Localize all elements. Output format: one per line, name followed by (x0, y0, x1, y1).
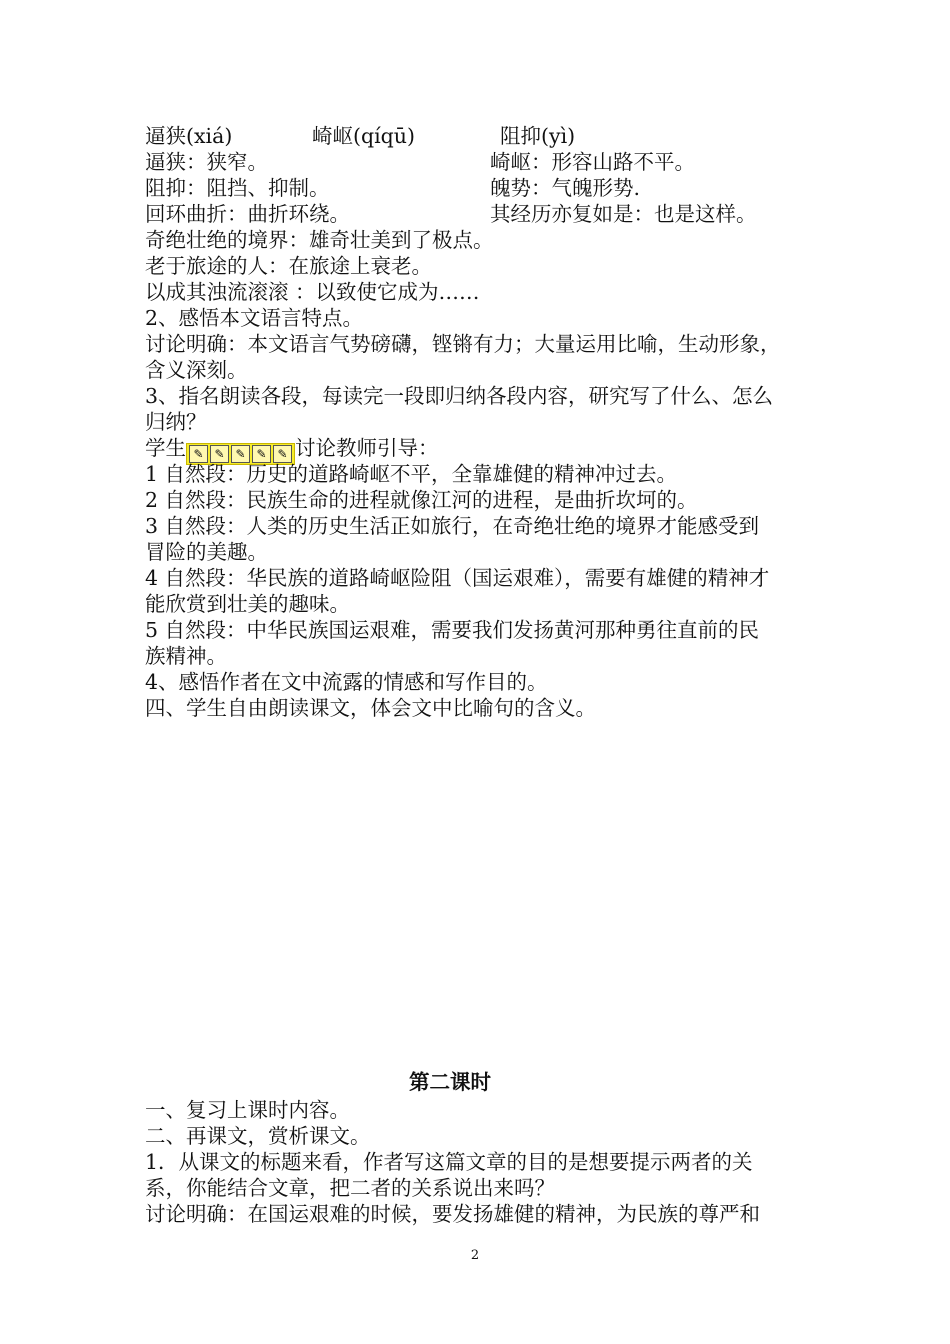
student-line-suffix: 讨论教师引导： (295, 436, 439, 460)
definition-line: 崎岖：形容山路不平。 (490, 150, 695, 174)
text-line: 讨论明确：在国运艰难的时候，要发扬雄健的精神，为民族的尊严和 (145, 1202, 760, 1226)
definition-line: 阻抑：阻挡、抑制。 (145, 176, 330, 200)
text-line: 以成其浊流滚滚 ：以致使它成为…… (145, 280, 480, 304)
vocab-item: 阻抑(yì) (500, 124, 576, 148)
text-line: 系，你能结合文章，把二者的关系说出来吗？ (145, 1176, 555, 1200)
page-number: 2 (470, 1248, 480, 1263)
text-line: 一、复习上课时内容。 (145, 1098, 350, 1122)
paragraph-summary: 5 自然段：中华民族国运艰难，需要我们发扬黄河那种勇往直前的民 (145, 618, 760, 642)
text-line: 3、指名朗读各段，每读完一段即归纳各段内容，研究写了什么、怎么 (145, 384, 774, 408)
pencil-icon: ✎ (231, 445, 250, 463)
text-line: 奇绝壮绝的境界：雄奇壮美到了极点。 (145, 228, 494, 252)
text-line: 4、感悟作者在文中流露的情感和写作目的。 (145, 670, 548, 694)
paragraph-summary: 1 自然段：历史的道路崎岖不平，全靠雄健的精神冲过去。 (145, 462, 678, 486)
definition-line: 其经历亦复如是：也是这样。 (490, 202, 757, 226)
paragraph-summary: 能欣赏到壮美的趣味。 (145, 592, 350, 616)
text-line: 2、感悟本文语言特点。 (145, 306, 364, 330)
pencil-icon: ✎ (252, 445, 271, 463)
pencil-icon: ✎ (273, 445, 292, 463)
definition-line: 逼狭：狭窄。 (145, 150, 268, 174)
text-line: 二、再课文，赏析课文。 (145, 1124, 371, 1148)
paragraph-summary: 3 自然段：人类的历史生活正如旅行，在奇绝壮绝的境界才能感受到 (145, 514, 760, 538)
paragraph-summary: 4 自然段：华民族的道路崎岖险阻（国运艰难），需要有雄健的精神才 (145, 566, 770, 590)
definition-line: 魄势：气魄形势. (490, 176, 641, 200)
paragraph-summary: 冒险的美趣。 (145, 540, 268, 564)
pencil-icon: ✎ (189, 445, 208, 463)
paragraph-summary: 2 自然段：民族生命的进程就像江河的进程，是曲折坎坷的。 (145, 488, 698, 512)
pencil-icon: ✎ (210, 445, 229, 463)
student-line-prefix: 学生 (145, 436, 186, 460)
paragraph-summary: 族精神。 (145, 644, 227, 668)
vocab-item: 逼狭(xiá) (145, 124, 233, 148)
text-line: 四、学生自由朗读课文，体会文中比喻句的含义。 (145, 696, 596, 720)
text-line: 老于旅途的人：在旅途上衰老。 (145, 254, 432, 278)
text-line: 1．从课文的标题来看，作者写这篇文章的目的是想要提示两者的关 (145, 1150, 753, 1174)
text-line: 归纳？ (145, 410, 207, 434)
text-line: 讨论明确：本文语言气势磅礴，铿锵有力；大量运用比喻，生动形象， (145, 332, 781, 356)
section-title: 第二课时 (409, 1070, 491, 1094)
text-line: 含义深刻。 (145, 358, 248, 382)
vocab-item: 崎岖(qíqū) (312, 124, 416, 148)
definition-line: 回环曲折：曲折环绕。 (145, 202, 350, 226)
